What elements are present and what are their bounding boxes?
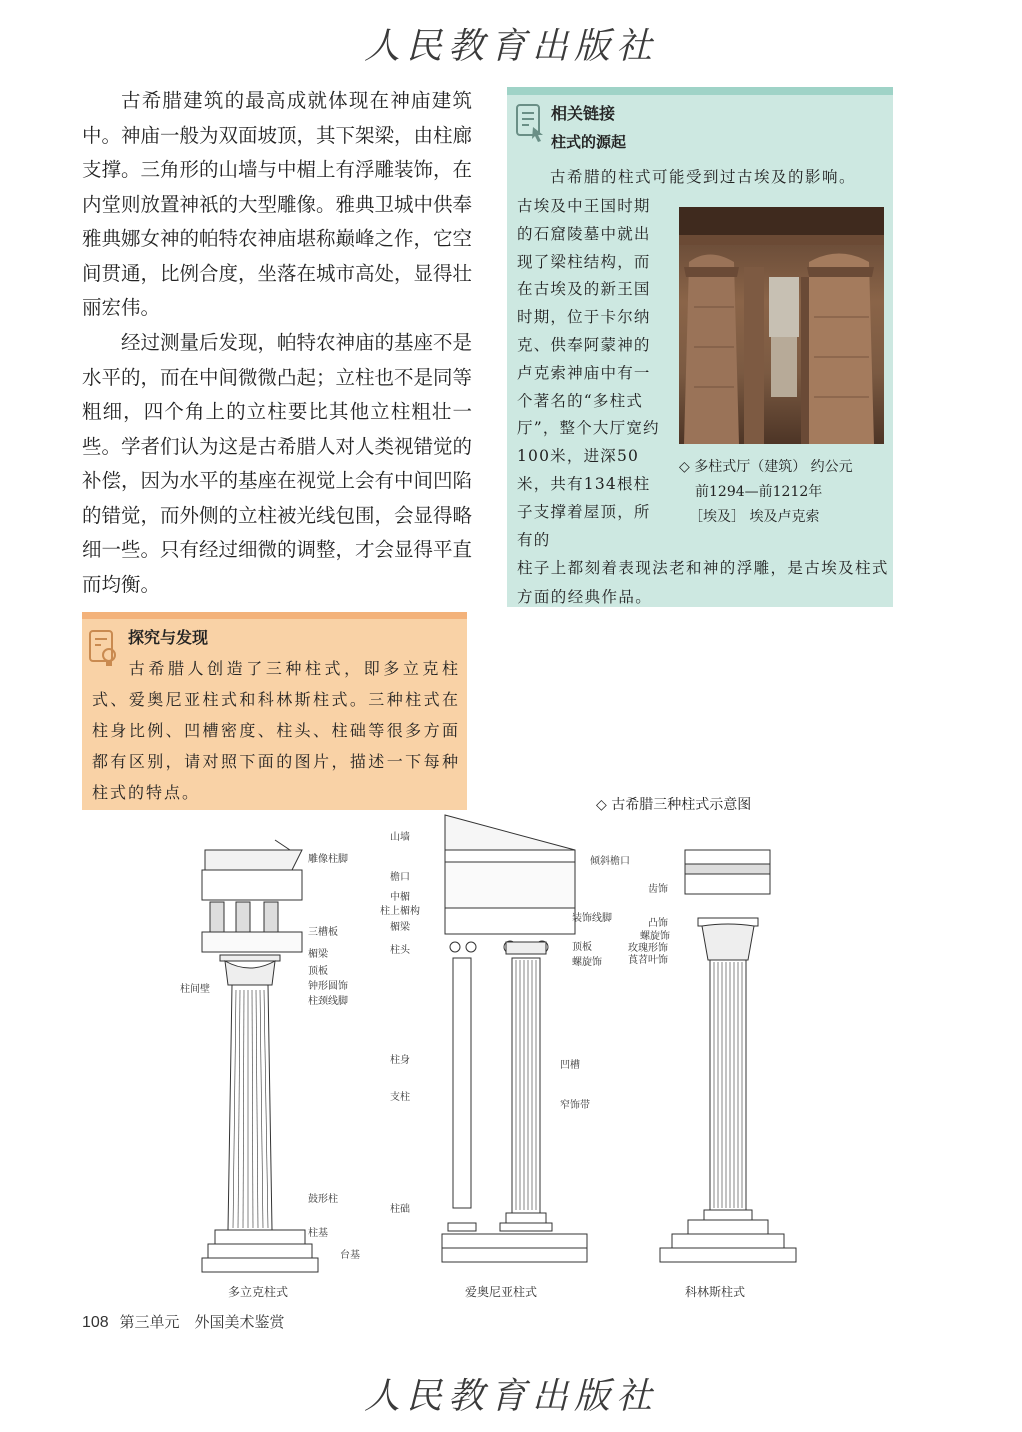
related-links-text: 古埃及中王国时期的石窟陵墓中就出现了梁柱结构，而在古埃及的新王国时期，位于卡尔纳克、供奉阿蒙神的卢克索神庙中有一个著名的“多柱式厅”，整个大厅宽约100米，进深50米，共有134根柱子支撑着屋顶，所有的 (517, 197, 660, 549)
corinthian-order-label: 科林斯柱式 (685, 1285, 746, 1299)
svg-text:螺旋饰: 螺旋饰 (640, 931, 670, 942)
related-links-title: 相关链接 (551, 104, 616, 123)
explore-discover-box (82, 612, 467, 810)
doric-order-label: 多立克柱式 (228, 1285, 289, 1299)
photo-caption: ◇ 多柱式厅（建筑） 约公元 前1294—前1212年 ［埃及］ 埃及卢克索 (679, 459, 853, 525)
explore-text: 古希腊人创造了三种柱式，即多立克柱式、爱奥尼亚柱式和科林斯柱式。三种柱式在柱身比例、凹槽密度、柱头、柱础等很多方面都有区别，请对照下面的图片，描述一下每种柱式的特点。 (92, 659, 460, 802)
page-footer (82, 1311, 285, 1332)
svg-text:中楣: 中楣 (390, 892, 410, 903)
related-links-subtitle: 柱式的源起 (551, 133, 627, 151)
doric-column (202, 840, 318, 1272)
related-links-lead: 古希腊的柱式可能受到过古埃及的影响。 (550, 168, 857, 186)
svg-text:台基: 台基 (340, 1250, 360, 1261)
svg-text:楣梁: 楣梁 (308, 949, 328, 960)
svg-text:柱头: 柱头 (390, 945, 410, 956)
unit-title: 第三单元 外国美术鉴赏 (119, 1313, 285, 1331)
svg-text:装饰线脚: 装饰线脚 (572, 913, 612, 924)
svg-text:凸饰: 凸饰 (648, 918, 668, 929)
svg-text:窄饰带: 窄饰带 (560, 1100, 590, 1111)
publisher-watermark-top: 人民教育出版社 (363, 26, 658, 67)
svg-text:楣梁: 楣梁 (390, 922, 410, 933)
corinthian-labels (628, 882, 670, 966)
svg-text:凹槽: 凹槽 (560, 1060, 580, 1071)
publisher-watermark-bottom: 人民教育出版社 (363, 1376, 658, 1417)
greek-orders-diagram (180, 810, 800, 1310)
svg-text:顶板: 顶板 (308, 966, 328, 977)
svg-text:齿饰: 齿饰 (648, 884, 668, 895)
svg-text:山墙: 山墙 (390, 832, 410, 843)
svg-text:柱间壁: 柱间壁 (180, 984, 210, 995)
related-links-text-end: 柱子上都刻着表现法老和神的浮雕，是古埃及柱式方面的经典作品。 (517, 559, 889, 606)
svg-text:柱基: 柱基 (308, 1228, 328, 1239)
svg-text:支柱: 支柱 (390, 1092, 410, 1103)
svg-text:玫瑰形饰: 玫瑰形饰 (628, 943, 668, 954)
hypostyle-hall-photo (679, 207, 884, 444)
svg-text:柱身: 柱身 (390, 1055, 410, 1066)
svg-text:莨苕叶饰: 莨苕叶饰 (628, 955, 668, 966)
svg-text:三槽板: 三槽板 (308, 927, 338, 938)
ionic-order-label: 爱奥尼亚柱式 (465, 1285, 538, 1299)
body-paragraph-2: 经过测量后发现，帕特农神庙的基座不是水平的，而在中间微微凸起；立柱也不是同等粗细，四个角上的立柱要比其他立柱粗壮一些。学者们认为这是古希腊人对人类视错觉的补偿，因为水平的基座在视觉上会有中间凹陷的错觉，而外侧的立柱被光线包围，会显得略细一些。只有经过细微的调整，才会显得平直而均衡。 (82, 331, 473, 596)
svg-text:柱上楣构: 柱上楣构 (380, 906, 420, 917)
page-number: 108 (82, 1314, 109, 1331)
svg-text:螺旋饰: 螺旋饰 (572, 957, 602, 968)
figure-caption: ◇ 古希腊三种柱式示意图 (596, 797, 752, 813)
related-links-box (507, 87, 893, 607)
svg-text:柱颈线脚: 柱颈线脚 (308, 996, 348, 1007)
body-paragraph-1: 古希腊建筑的最高成就体现在神庙建筑中。神庙一般为双面坡顶，其下架梁，由柱廊支撑。三角形的山墙与中楣上有浮雕装饰，在内堂则放置神祇的大型雕像。雅典卫城中供奉雅典娜女神的帕特农神庙堪称巅峰之作，它空间贯通，比例合度，坐落在城市高处，显得壮丽宏伟。 (82, 89, 473, 319)
svg-text:顶板: 顶板 (572, 942, 592, 953)
explore-title: 探究与发现 (128, 628, 209, 647)
svg-text:雕像柱脚: 雕像柱脚 (308, 854, 348, 865)
document-pointer-icon (515, 103, 545, 143)
svg-text:檐口: 檐口 (390, 872, 410, 883)
svg-text:钟形圆饰: 钟形圆饰 (308, 981, 348, 992)
ionic-column (442, 815, 587, 1262)
corinthian-column (660, 850, 796, 1262)
svg-text:倾斜檐口: 倾斜檐口 (590, 856, 630, 867)
svg-text:柱础: 柱础 (390, 1204, 410, 1215)
svg-text:鼓形柱: 鼓形柱 (308, 1194, 338, 1205)
